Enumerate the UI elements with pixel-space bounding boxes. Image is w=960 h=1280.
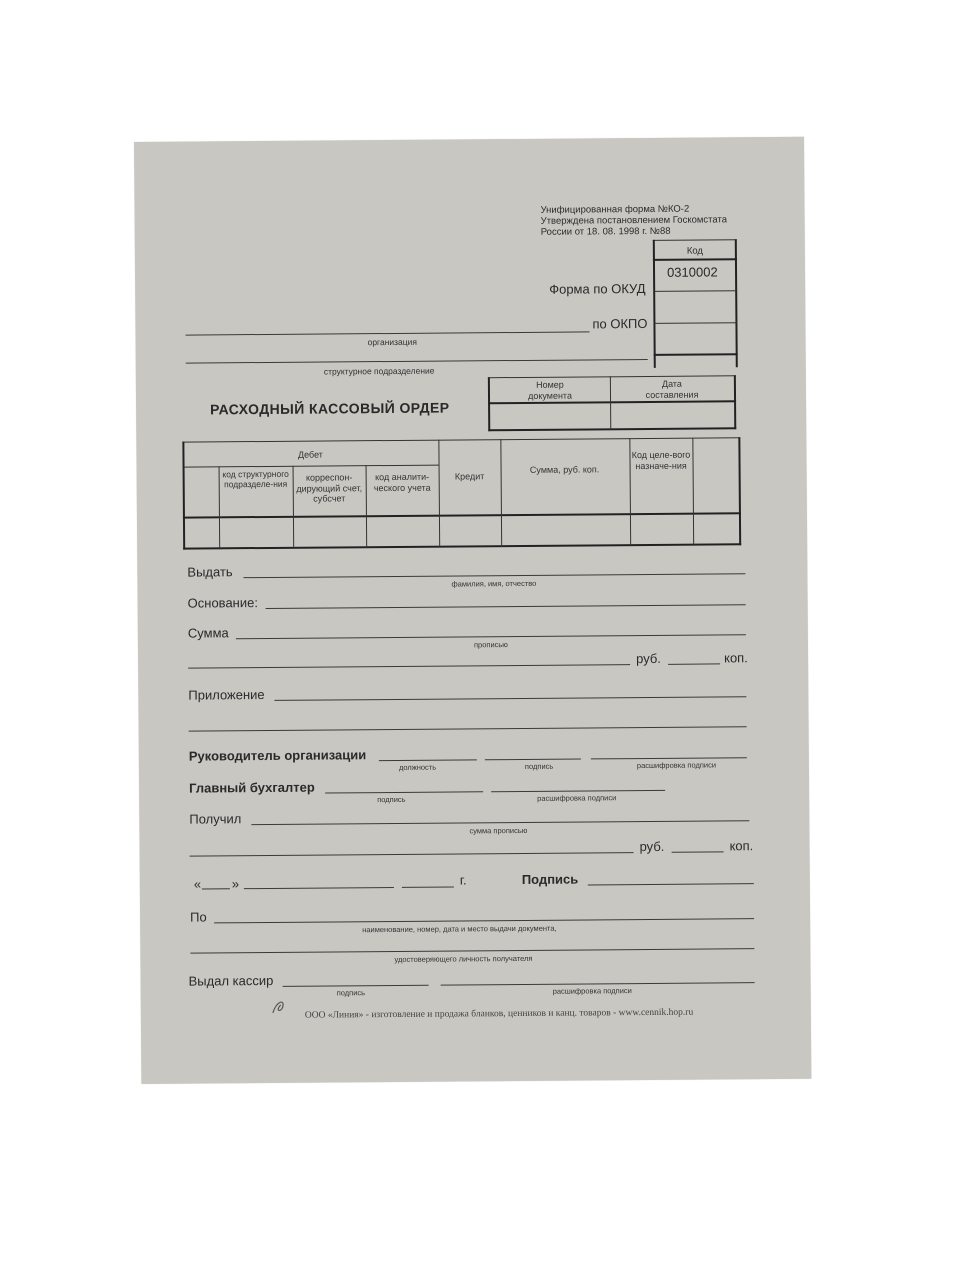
- rukovoditel-signature-line[interactable]: [485, 759, 581, 761]
- osnovanie-line[interactable]: [266, 604, 746, 609]
- po-line-2[interactable]: [190, 948, 754, 953]
- poluchil-line[interactable]: [251, 820, 749, 825]
- form-header-line2: Утверждена постановлением Госкомстата: [540, 214, 728, 227]
- form-header-line3: России от 18. 08. 1998 г. №88: [540, 225, 671, 238]
- dolzhnost-caption: должность: [398, 762, 437, 772]
- prilozhenie-line-2[interactable]: [189, 726, 747, 731]
- form-header-line1: Унифицированная форма №КО-2: [540, 203, 690, 216]
- liniya-logo-mark-icon: [269, 999, 291, 1015]
- summa-rub-line[interactable]: [188, 664, 630, 668]
- poluchil-label: Получил: [189, 811, 242, 827]
- doc-number-header: Номер документа: [528, 379, 572, 401]
- department-line[interactable]: [186, 359, 648, 364]
- vydat-line[interactable]: [243, 573, 745, 578]
- vydat-label: Выдать: [187, 564, 233, 580]
- okud-value: 0310002: [666, 264, 718, 280]
- poluchil-rub-line[interactable]: [190, 852, 634, 856]
- fio-caption: фамилия, имя, отчество: [451, 578, 537, 589]
- glavbuh-decode-line[interactable]: [491, 790, 665, 792]
- summa-kop-line[interactable]: [668, 663, 720, 664]
- accounting-table: [182, 437, 741, 549]
- date-year-line[interactable]: [402, 887, 454, 888]
- organization-caption: организация: [367, 336, 418, 348]
- date-day-line[interactable]: [202, 888, 230, 889]
- summa-propisyu-caption: сумма прописью: [469, 825, 528, 836]
- kod-label: Код: [686, 245, 703, 257]
- podpis-label: Подпись: [521, 871, 579, 887]
- doc-date-cell[interactable]: [612, 402, 732, 427]
- col-struct-unit-header: код структурного подразделе-ния: [222, 468, 289, 490]
- organization-line[interactable]: [186, 331, 590, 335]
- rukovoditel-podpis-caption: подпись: [524, 761, 554, 771]
- glavbuh-podpis-caption: подпись: [377, 794, 406, 805]
- kod-celevogo-header: Код целе-вого назначе-ния: [631, 449, 691, 471]
- kassir-decode-line[interactable]: [441, 982, 755, 985]
- poluchil-rub-label: руб.: [639, 838, 665, 855]
- department-caption: структурное подразделение: [323, 365, 435, 377]
- code-box: [653, 247, 738, 364]
- glavbuh-label: Главный бухгалтер: [189, 779, 315, 796]
- liniya-logo: [269, 999, 291, 1023]
- kredit-header: Кредит: [454, 471, 485, 482]
- date-month-line[interactable]: [244, 887, 394, 889]
- doc-number-date-table: [488, 375, 736, 431]
- summa-label: Сумма: [187, 625, 229, 641]
- footer-text: ООО «Линия» - изготовление и продажа бланков, ценников и канц. товаров - www.cennik.hop.ru: [304, 1007, 694, 1021]
- po-label: По: [190, 909, 207, 925]
- doc-date-header: Дата составления: [645, 378, 699, 400]
- kassir-signature-line[interactable]: [283, 985, 429, 987]
- table-row[interactable]: [185, 514, 739, 546]
- summa-header: Сумма, руб. коп.: [529, 464, 600, 475]
- kassir-label: Выдал кассир: [188, 972, 274, 989]
- rukovoditel-label: Руководитель организации: [188, 747, 367, 764]
- osnovanie-label: Основание:: [187, 595, 258, 611]
- col-corr-account-header: корреспон-дирующий счет, субсчет: [296, 472, 363, 504]
- doc-caption: наименование, номер, дата и место выдачи документа,: [362, 923, 557, 935]
- kop-label: коп.: [724, 650, 748, 666]
- kassir-rasshifrovka-caption: расшифровка подписи: [552, 986, 632, 996]
- date-close-quote: »: [231, 876, 240, 892]
- date-open-quote: «: [193, 876, 202, 892]
- year-label: г.: [459, 872, 467, 888]
- glavbuh-signature-line[interactable]: [325, 791, 483, 793]
- rukovoditel-rasshifrovka-caption: расшифровка подписи: [636, 760, 717, 771]
- okud-label: Форма по ОКУД: [549, 280, 646, 297]
- doc-number-cell[interactable]: [490, 403, 608, 428]
- podpis-line[interactable]: [588, 883, 754, 885]
- prilozhenie-label: Приложение: [188, 686, 265, 703]
- summa-line[interactable]: [236, 634, 746, 639]
- col-analytic-code-header: код аналити-ческого учета: [373, 471, 431, 493]
- rukovoditel-position-line[interactable]: [379, 759, 477, 761]
- rub-label: руб.: [636, 650, 661, 667]
- propisyu-caption: прописью: [473, 640, 508, 650]
- poluchil-kop-label: коп.: [729, 838, 754, 854]
- poluchil-kop-line[interactable]: [672, 851, 724, 852]
- kassir-podpis-caption: подпись: [336, 988, 366, 998]
- prilozhenie-line[interactable]: [274, 696, 746, 701]
- cash-order-form-sheet: [134, 137, 811, 1084]
- doc-caption-2: удостоверяющего личность получателя: [394, 953, 533, 964]
- glavbuh-rasshifrovka-caption: расшифровка подписи: [537, 793, 617, 803]
- debet-header: Дебет: [297, 449, 323, 460]
- page-title: РАСХОДНЫЙ КАССОВЫЙ ОРДЕР: [210, 399, 450, 418]
- rukovoditel-decode-line[interactable]: [591, 757, 747, 759]
- okpo-label: по ОКПО: [592, 315, 648, 332]
- po-line[interactable]: [214, 918, 754, 923]
